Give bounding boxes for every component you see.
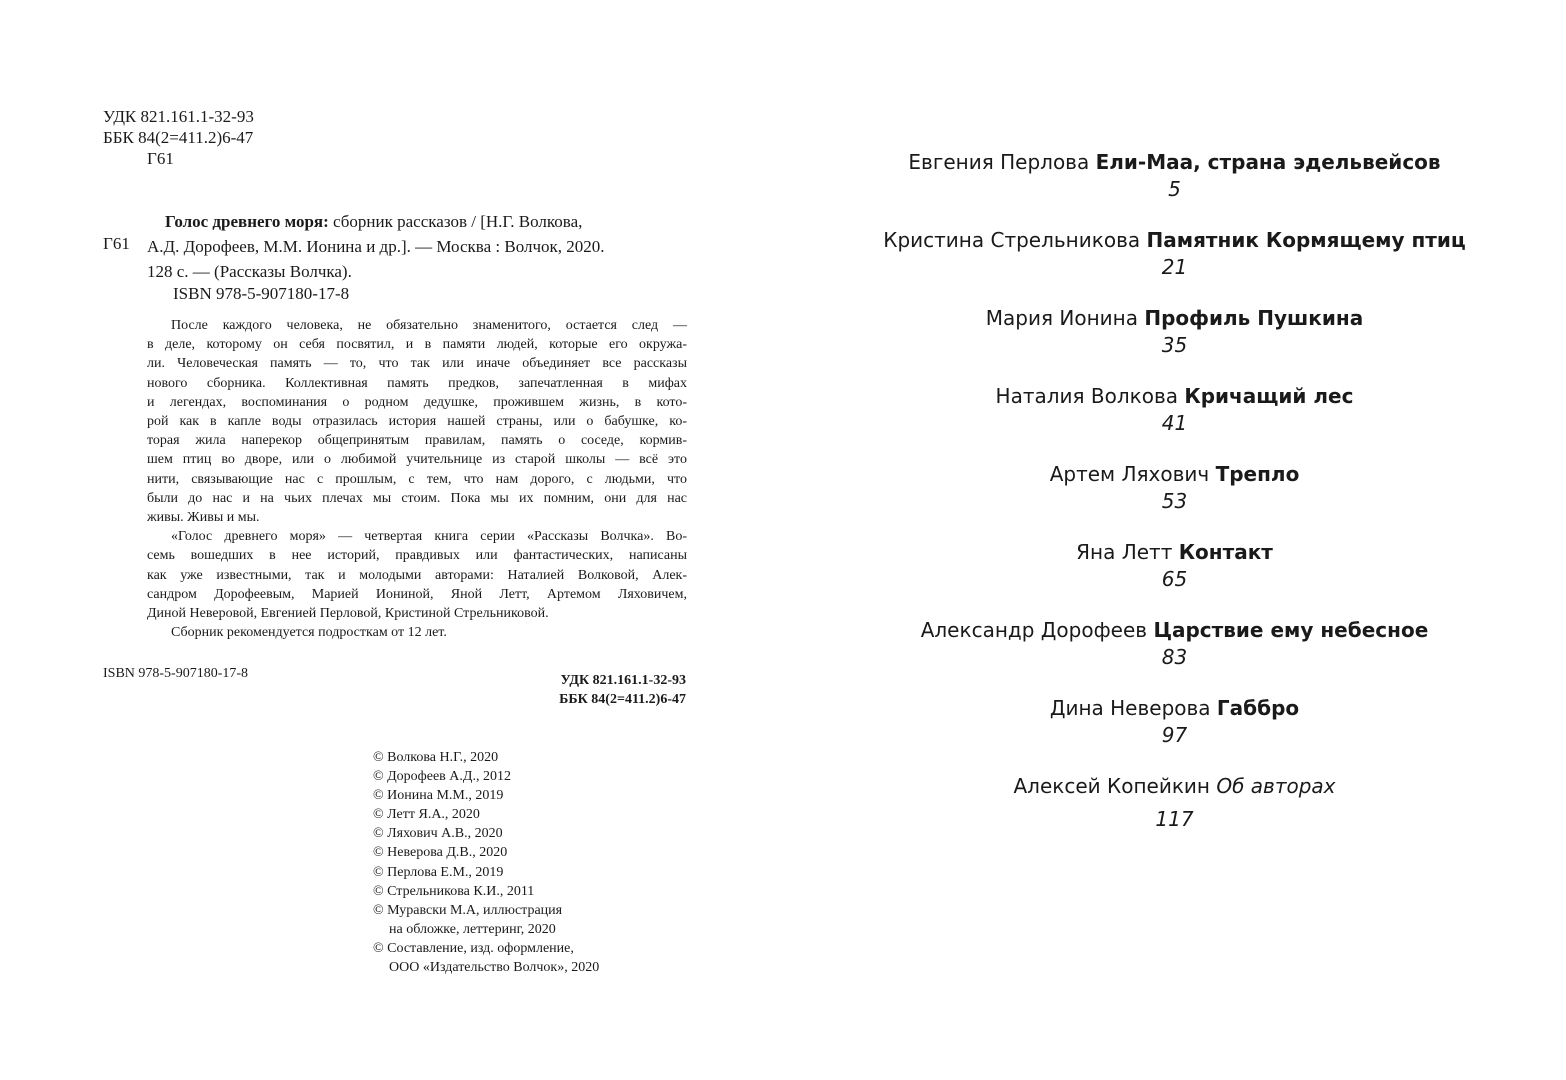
- copyright-line: ООО «Издательство Волчок», 2020: [389, 960, 600, 976]
- annotation-line: живы. Живы и мы.: [147, 510, 260, 526]
- annotation-line: шем птиц во дворе, или о любимой учительнице из старой школы — всё это: [147, 452, 687, 468]
- toc-entry: [783, 616, 1566, 694]
- annotation: [147, 316, 687, 642]
- toc-title: Габбро: [1216, 696, 1300, 720]
- bibliographic-record: [147, 209, 687, 284]
- toc-entry: [783, 694, 1566, 772]
- annotation-line: как уже известными, так и молодыми авторами: Наталией Волковой, Алек-: [147, 567, 687, 583]
- toc-entry: [783, 772, 1566, 850]
- toc-page-number: 5: [1168, 177, 1181, 201]
- toc-page-number: 65: [1161, 567, 1188, 591]
- author-mark: Г61: [147, 149, 174, 168]
- toc-entry: [783, 226, 1566, 304]
- table-of-contents: [783, 148, 1566, 850]
- annotation-line: были до нас и на чьих плечах мы стоим. Пока мы их помним, они для нас: [147, 490, 687, 506]
- biblio-line-3: 128 с. — (Рассказы Волчка).: [147, 262, 352, 281]
- toc-title: Профиль Пушкина: [1144, 306, 1364, 330]
- annotation-line: рой как в капле воды отразилась история нашей страны, или о бабушке, ко-: [147, 414, 687, 430]
- toc-author: Артем Ляхович: [1049, 462, 1210, 486]
- copyright-line: © Перлова Е.М., 2019: [373, 864, 504, 880]
- toc-author: Евгения Перлова: [908, 150, 1090, 174]
- classification-codes-top: [103, 106, 254, 169]
- annotation-line: Диной Неверовой, Евгенией Перловой, Кристиной Стрельниковой.: [147, 606, 549, 622]
- bbk-code: ББК 84(2=411.2)6-47: [103, 128, 254, 147]
- isbn-bottom: ISBN 978-5-907180-17-8: [103, 666, 249, 681]
- copyright-line: © Волкова Н.Г., 2020: [373, 750, 499, 765]
- toc-author: Алексей Копейкин: [1013, 774, 1210, 798]
- annotation-line: нити, связывающие нас с прошлым, с тем, что нам дорого, с людьми, что: [147, 471, 687, 487]
- toc-page-number: 21: [1161, 255, 1188, 279]
- contents-page: [783, 0, 1566, 1080]
- toc-entry: [783, 304, 1566, 382]
- annotation-line: Сборник рекомендуется подросткам от 12 лет.: [171, 625, 447, 641]
- copyright-line: © Летт Я.А., 2020: [373, 807, 480, 823]
- toc-page-number: 35: [1161, 333, 1188, 357]
- copyright-line: © Дорофеев А.Д., 2012: [373, 769, 511, 785]
- copyright-line: © Неверова Д.В., 2020: [373, 845, 508, 861]
- toc-title: Контакт: [1178, 540, 1273, 564]
- toc-author: Яна Летт: [1076, 540, 1173, 564]
- isbn-top: ISBN 978-5-907180-17-8: [173, 284, 350, 303]
- toc-author: Кристина Стрельникова: [883, 228, 1141, 252]
- toc-author: Мария Ионина: [985, 306, 1138, 330]
- copyright-line: © Стрельникова К.И., 2011: [373, 883, 535, 899]
- annotation-line: сандром Дорофеевым, Марией Иониной, Яной Летт, Артемом Ляховичем,: [147, 586, 687, 602]
- toc-author: Дина Неверова: [1049, 696, 1211, 720]
- annotation-line: и легендах, воспоминания о родном дедушке, прожившем жизнь, в кото-: [147, 394, 687, 410]
- toc-page-number: 117: [1155, 807, 1194, 831]
- annotation-line: После каждого человека, не обязательно знаменитого, остается след —: [171, 318, 687, 333]
- toc-author: Наталия Волкова: [995, 384, 1179, 408]
- toc-page-number: 97: [1161, 723, 1188, 747]
- annotation-line: ли. Человеческая память — то, что так или иначе объединяет все рассказы: [147, 356, 687, 372]
- classification-codes-bottom: [450, 671, 686, 709]
- biblio-line-2: А.Д. Дорофеев, М.М. Ионина и др.]. — Москва : Волчок, 2020.: [147, 237, 605, 256]
- annotation-line: семь вошедших в нее историй, правдивых или фантастических, написаны: [147, 548, 687, 564]
- book-title: Голос древнего моря:: [165, 212, 329, 231]
- toc-entry: [783, 538, 1566, 616]
- toc-title: Памятник Кормящему птиц: [1146, 228, 1466, 252]
- bbk-code: ББК 84(2=411.2)6-47: [559, 692, 686, 707]
- udk-code: УДК 821.161.1-32-93: [103, 107, 254, 126]
- copyright-line: © Составление, изд. оформление,: [373, 940, 574, 956]
- annotation-line: в деле, которому он себя посвятил, и в памяти людей, которые его окружа-: [147, 337, 687, 353]
- toc-page-number: 41: [1161, 411, 1188, 435]
- toc-entry: [783, 148, 1566, 226]
- toc-title: Трепло: [1215, 462, 1300, 486]
- toc-entry: [783, 460, 1566, 538]
- toc-page-number: 83: [1161, 645, 1188, 669]
- toc-author: Александр Дорофеев: [920, 618, 1148, 642]
- toc-title: Об авторах: [1216, 774, 1336, 798]
- toc-title: Царствие ему небесное: [1153, 618, 1429, 642]
- copyright-block: [373, 748, 599, 977]
- copyright-line: © Ляхович А.В., 2020: [373, 826, 503, 842]
- author-mark-margin: Г61: [103, 234, 130, 253]
- copyright-line: © Муравски М.А, иллюстрация: [373, 902, 563, 918]
- toc-page-number: 53: [1161, 489, 1188, 513]
- copyright-line: на обложке, леттеринг, 2020: [389, 921, 556, 937]
- biblio-line-1: Голос древнего моря: сборник рассказов / [Н.Г. Волкова,: [165, 212, 583, 231]
- annotation-line: торая жила наперекор общепринятым правилам, память о соседе, кормив-: [147, 433, 687, 449]
- toc-title: Кричащий лес: [1184, 384, 1354, 408]
- udk-code: УДК 821.161.1-32-93: [560, 673, 686, 688]
- copyright-line: © Ионина М.М., 2019: [373, 788, 504, 804]
- annotation-line: нового сборника. Коллективная память предков, запечатленная в мифах: [147, 375, 687, 391]
- toc-title: Ели-Маа, страна эдельвейсов: [1095, 150, 1441, 174]
- toc-entry: [783, 382, 1566, 460]
- annotation-line: «Голос древнего моря» — четвертая книга серии «Рассказы Волчка». Во-: [171, 529, 687, 545]
